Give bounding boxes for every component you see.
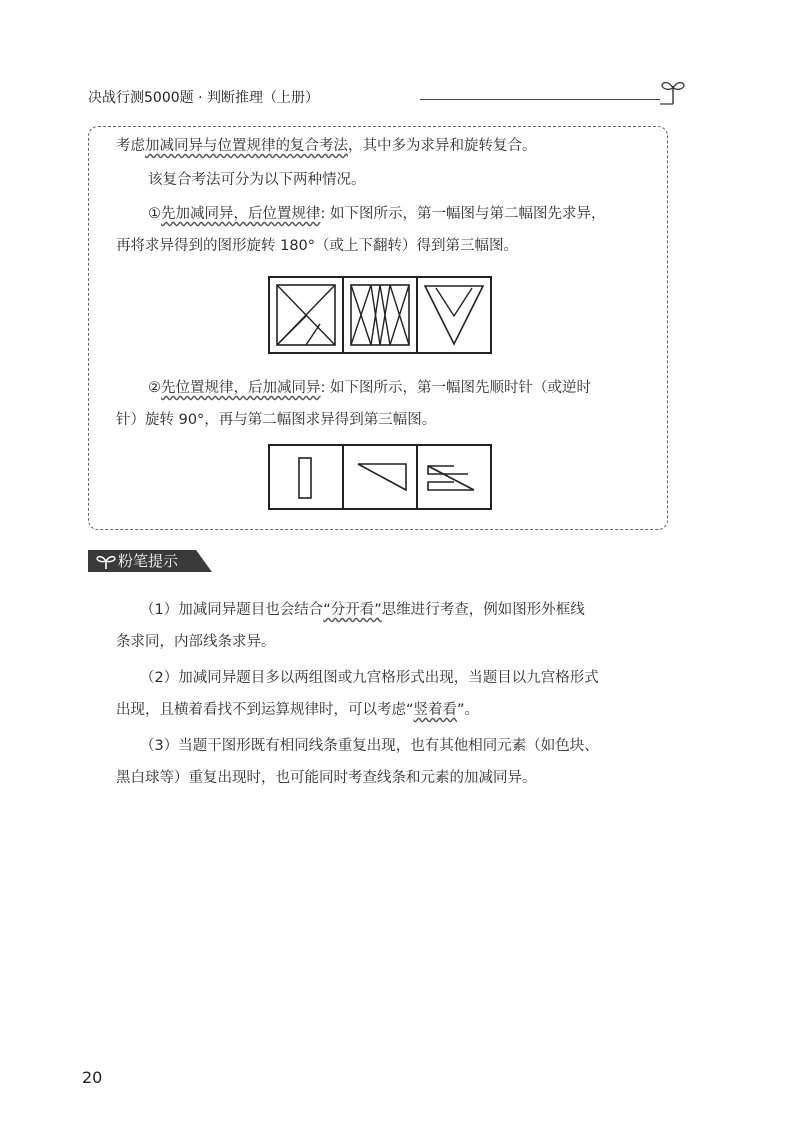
tip-badge-label: 粉笔提示 (118, 552, 179, 570)
case1-line2: 再将求异得到的图形旋转 180°（或上下翻转）得到第三幅图。 (116, 238, 519, 254)
case2-line2: 针）旋转 90°，再与第二幅图求异得到第三幅图。 (116, 412, 437, 428)
case2-text: : 如下图所示，第一幅图先顺时针（或逆时 (320, 380, 591, 396)
tip-p2-emphasis: 竖着看 (413, 702, 458, 718)
case1-text: : 如下图所示，第一幅图与第二幅图先求异， (320, 206, 606, 222)
intro-text-post: ，其中多为求异和旋转复合。 (348, 138, 537, 154)
case1-emphasis: 先加减同异，后位置规律 (161, 206, 321, 222)
sprout-icon (96, 552, 116, 570)
figure2-frame (269, 445, 491, 509)
figure1-panel-2 (351, 285, 409, 345)
figure1-panel-3 (425, 286, 483, 344)
figure-case1 (268, 276, 492, 354)
intro-text-emphasis: 加减同异与位置规律的复合考法 (145, 138, 348, 154)
classification-line: 该复合考法可分为以下两种情况。 (148, 172, 366, 188)
figure2-panel-1 (299, 458, 311, 498)
tip-p1-line2: 条求同，内部线条求异。 (116, 634, 276, 650)
figure1-panel-1 (277, 285, 335, 345)
tip-badge (88, 548, 214, 574)
sprout-icon (660, 76, 686, 106)
case2-number: ② (148, 380, 161, 396)
tip-p2-post: ”。 (457, 702, 480, 718)
figure-case2 (268, 444, 492, 510)
tip-p1-line1 (140, 600, 585, 620)
running-header (88, 86, 688, 110)
tip-p1-emphasis: “分开看” (323, 602, 382, 618)
figure2-panel-3 (428, 466, 474, 490)
figure2-panel-2 (358, 464, 406, 490)
tip-p1-pre: （1）加减同异题目也会结合 (140, 602, 324, 618)
intro-text-pre: 考虑 (116, 138, 145, 154)
tip-p3-line2: 黑白球等）重复出现时，也可能同时考查线条和元素的加减同异。 (116, 770, 537, 786)
tip-p2-line2 (116, 700, 479, 720)
tip-p2-line1: （2）加减同异题目多以两组图或九宫格形式出现，当题目以九宫格形式 (140, 670, 599, 686)
page-number: 20 (82, 1068, 103, 1087)
tip-p1-post: 思维进行考查，例如图形外框线 (381, 602, 585, 618)
header-title: 决战行测5000题 · 判断推理（上册） (88, 90, 319, 106)
case1-line1 (148, 204, 606, 224)
case1-number: ① (148, 206, 161, 222)
case2-line1 (148, 378, 591, 398)
tip-p2-pre: 出现，且横着看找不到运算规律时，可以考虑“ (116, 702, 414, 718)
header-rule (420, 99, 660, 100)
tip-p3-line1: （3）当题干图形既有相同线条重复出现，也有其他相同元素（如色块、 (140, 738, 599, 754)
case2-emphasis: 先位置规律，后加减同异 (161, 380, 321, 396)
intro-paragraph (116, 136, 537, 156)
